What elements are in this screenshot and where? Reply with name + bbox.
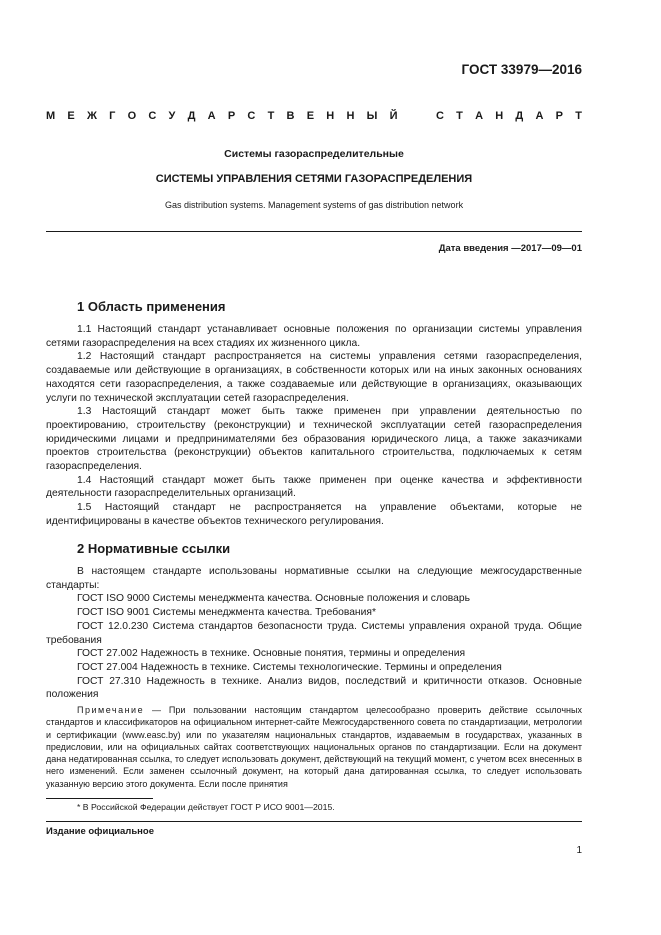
paragraph-1-5: 1.5 Настоящий стандарт не распространяется на управление объектами, которые не идентифицированы в качестве объектов технического регулирования. [46, 502, 582, 527]
footnote-divider [46, 798, 153, 799]
heading-letter: А [475, 110, 484, 122]
page-number: 1 [576, 845, 582, 856]
heading-letter: Т [456, 110, 463, 122]
heading-letter: М [46, 110, 56, 122]
heading-letter: Ж [86, 110, 97, 122]
heading-letter: С [435, 110, 444, 122]
reference-item: ГОСТ 27.004 Надежность в технике. Системы технологические. Термины и определения [77, 661, 502, 673]
reference-item: ГОСТ 27.310 Надежность в технике. Анализ видов, последствий и критичности отказов. Основные положения [46, 675, 582, 701]
standard-main-title: СИСТЕМЫ УПРАВЛЕНИЯ СЕТЯМИ ГАЗОРАСПРЕДЕЛЕНИЯ [155, 173, 473, 185]
heading-letter: У [168, 110, 176, 122]
footer-divider [46, 821, 582, 822]
reference-item: ГОСТ ISO 9000 Системы менеджмента качества. Основные положения и словарь [77, 593, 470, 605]
footnote-text: В Российской Федерации действует ГОСТ Р ИСО 9001—2015. [80, 802, 335, 812]
document-code: ГОСТ 33979—2016 [461, 62, 582, 77]
heading-letter: С [247, 110, 256, 122]
section-2-heading: 2 Нормативные ссылки [77, 541, 231, 556]
heading-letter: Н [326, 110, 335, 122]
section-2-body [46, 565, 582, 702]
heading-letter: Н [346, 110, 355, 122]
heading-letter: Ы [366, 110, 378, 122]
introduction-date: Дата введения —2017—09—01 [438, 243, 582, 254]
paragraph-1-4: 1.4 Настоящий стандарт может быть также применен при оценке качества и эффективности деятельности газораспределительных организаций. [46, 474, 582, 500]
heading-letter: А [535, 110, 544, 122]
reference-item: ГОСТ ISO 9001 Системы менеджмента качества. Требования* [77, 607, 376, 619]
note-label: Примечание [77, 705, 145, 715]
heading-letter: Д [515, 110, 524, 122]
heading-letter: Р [555, 110, 563, 122]
standard-type-heading [46, 110, 582, 122]
heading-letter: В [286, 110, 295, 122]
heading-letter: Г [109, 110, 116, 122]
heading-letter: Е [67, 110, 75, 122]
note-text: — При пользовании настоящим стандартом целесообразно проверить действие ссылочных стандартов и классификаторов на официальном интернет-сайте Межгосударственного совета по стандартизации, метрологии и сертификации (www.easc.by) или по указателям национальных стандартов, издаваемым в государствах, указанных в предисловии, или на официальных сайтах соответствующих национальных органов по стандартизации. Если на документ дана недатированная ссылка, то следует использовать документ, действующий на текущий момент, с учетом всех внесенных в него изменений. Если заменен ссылочный документ, на который дана датированная ссылка, то следует использовать указанную версию этого документа. Если после принятия [46, 705, 582, 789]
heading-letter: Е [306, 110, 315, 122]
heading-letter: Т [575, 110, 582, 122]
heading-letter: Н [495, 110, 504, 122]
heading-letter: С [148, 110, 157, 122]
standard-english-title: Gas distribution systems. Management systems of gas distribution network [164, 200, 464, 210]
reference-item: ГОСТ 12.0.230 Система стандартов безопасности труда. Системы управления охраной труда. Общие требования [46, 620, 582, 646]
heading-letter: Т [267, 110, 275, 122]
standard-group-title: Системы газораспределительные [224, 148, 404, 160]
heading-letter: А [207, 110, 216, 122]
references-note [46, 704, 582, 790]
reference-item: ГОСТ 27.002 Надежность в технике. Основные понятия, термины и определения [77, 648, 466, 660]
edition-label: Издание официальное [46, 826, 154, 837]
word-gap [410, 110, 424, 122]
heading-letter: Й [389, 110, 398, 122]
paragraph-1-3: 1.3 Настоящий стандарт может быть также применен при управлении деятельностью по проектированию, строительству (реконструкции) и технической эксплуатации сетей газораспределения юридическими лицами и предпринимателями без образования юридического лица, а также заказчиками проектов строительства (реконструкции) объектов капитального строительства, подключаемых к сетям газораспределения. [46, 406, 582, 473]
footnote-mark: * [77, 802, 81, 812]
section-1-body [46, 323, 582, 529]
heading-letter: О [127, 110, 137, 122]
heading-letter: Д [187, 110, 196, 122]
footnote [77, 802, 335, 812]
paragraph-1-2: 1.2 Настоящий стандарт распространяется на системы управления сетями газораспределения, создаваемые или действующие в организациях, в собственности которых или на иных законных основаниях находятся сети газораспределения, а также создаваемые или действующие в организациях, оказывающих услуги по технической эксплуатации сетей газораспределения. [46, 351, 582, 404]
title-divider [46, 231, 582, 232]
heading-letter: Р [227, 110, 236, 122]
paragraph-1-1: 1.1 Настоящий стандарт устанавливает основные положения по организации системы управления сетями газораспределения на всех стадиях их жизненного цикла. [46, 324, 582, 349]
references-intro: В настоящем стандарте использованы нормативные ссылки на следующие межгосударственные стандарты: [46, 566, 582, 591]
section-1-heading: 1 Область применения [77, 299, 226, 314]
